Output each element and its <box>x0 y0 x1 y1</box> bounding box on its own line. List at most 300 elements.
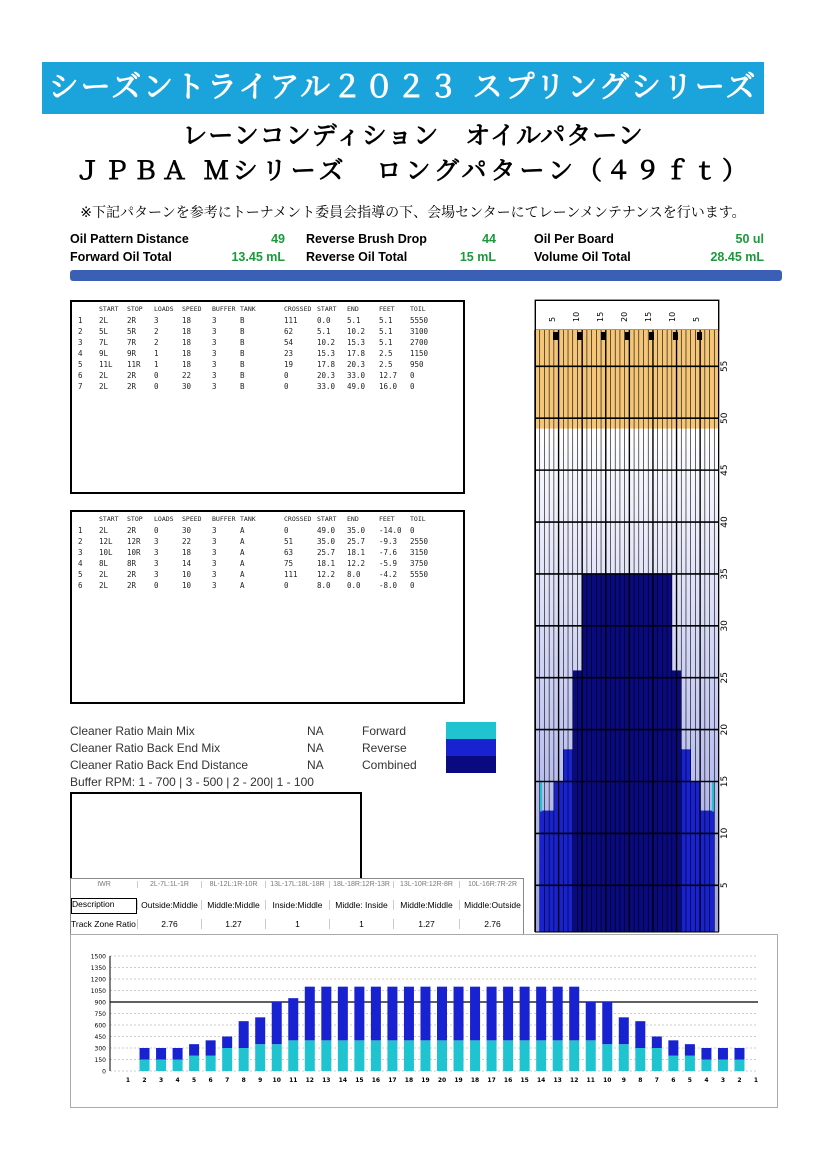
table-cell: 0 <box>284 581 289 590</box>
table-cell: 33.0 <box>317 382 336 391</box>
legend-forward-label: Forward <box>362 724 407 738</box>
table-cell: 0 <box>284 371 289 380</box>
table-cell: 0 <box>154 581 159 590</box>
legend-combined-label: Combined <box>362 758 417 772</box>
zone-cell: 1.27 <box>393 919 459 929</box>
zone-cell: 8L-12L:1R-10R <box>201 881 265 888</box>
chart-bar-forward <box>718 1060 728 1072</box>
chart-bar-forward <box>668 1056 678 1071</box>
table-cell: 30 <box>182 526 192 535</box>
table-row <box>72 337 463 348</box>
chart-xtick-label: 9 <box>621 1077 626 1084</box>
column-header: END <box>347 515 359 523</box>
table-cell: 17.8 <box>317 360 336 369</box>
chart-bar-reverse <box>288 998 298 1040</box>
column-header: START <box>99 305 119 313</box>
column-header: START <box>317 515 337 523</box>
lane-board-oil <box>653 574 658 932</box>
chart-xtick-label: 12 <box>305 1077 314 1084</box>
table-cell: 15.3 <box>317 349 336 358</box>
zone-cell: 10L-16R:7R-2R <box>459 881 525 888</box>
ratio-main-mix-label: Cleaner Ratio Main Mix <box>70 724 195 738</box>
chart-bar-forward <box>569 1040 579 1071</box>
table-cell: 18 <box>182 338 192 347</box>
table-cell: -8.0 <box>379 581 398 590</box>
table-cell: A <box>240 581 245 590</box>
chart-xtick-label: 18 <box>470 1077 480 1084</box>
table-cell: 9R <box>127 349 137 358</box>
chart-bar-reverse <box>536 987 546 1041</box>
table-cell: A <box>240 570 245 579</box>
table-cell: 3 <box>154 559 159 568</box>
table-row <box>72 580 463 591</box>
chart-xtick-label: 3 <box>720 1077 726 1084</box>
table-cell: 3 <box>212 548 217 557</box>
table-cell: B <box>240 338 245 347</box>
table-cell: B <box>240 382 245 391</box>
table-cell: A <box>240 526 245 535</box>
lane-board-label: 15 <box>644 311 653 322</box>
chart-bar-reverse <box>619 1017 629 1044</box>
lane-board-oil <box>549 811 554 932</box>
stat-value: 44 <box>482 232 496 246</box>
chart-bar-reverse <box>668 1040 678 1055</box>
zone-cell: 2.76 <box>459 919 525 929</box>
table-cell: 0 <box>410 526 415 535</box>
table-cell: 3100 <box>410 327 429 336</box>
zone-cell: 2L-7L:1L-1R <box>137 881 201 888</box>
table-cell: 2R <box>127 526 137 535</box>
chart-xtick-label: 15 <box>520 1077 529 1084</box>
table-cell: 5550 <box>410 570 429 579</box>
chart-xtick-label: 12 <box>570 1077 579 1084</box>
table-cell: 1 <box>78 526 83 535</box>
chart-xtick-label: 18 <box>404 1077 414 1084</box>
chart-bar-forward <box>288 1040 298 1071</box>
table-cell: 111 <box>284 316 298 325</box>
legend-forward-swatch <box>446 722 496 739</box>
table-cell: B <box>240 360 245 369</box>
lane-board-oil <box>634 574 639 932</box>
column-header: TOIL <box>410 305 426 313</box>
chart-xtick-label: 10 <box>272 1077 281 1084</box>
table-cell: A <box>240 548 245 557</box>
table-cell: 0 <box>154 382 159 391</box>
lane-board-oil <box>686 749 691 932</box>
chart-ytick-label: 0 <box>102 1068 106 1076</box>
table-cell: 3 <box>212 349 217 358</box>
chart-bar-reverse <box>470 987 480 1041</box>
table-cell: 1 <box>154 349 159 358</box>
table-cell: 10.2 <box>317 338 336 347</box>
table-cell: 0 <box>284 526 289 535</box>
chart-bar-reverse <box>520 987 530 1041</box>
table-cell: 9L <box>99 349 109 358</box>
zone-cell: Middle: Inside <box>329 900 393 910</box>
chart-xtick-label: 15 <box>355 1077 364 1084</box>
chart-bar-forward <box>553 1040 563 1071</box>
table-row <box>72 326 463 337</box>
column-header: TANK <box>240 305 256 313</box>
chart-bar-forward <box>536 1040 546 1071</box>
stat-reverse-oil-total <box>306 250 496 268</box>
lane-board-oil <box>582 574 587 932</box>
table-cell: A <box>240 537 245 546</box>
table-cell: 18 <box>182 327 192 336</box>
chart-bar-forward <box>487 1040 497 1071</box>
table-cell: 10.2 <box>347 327 366 336</box>
table-cell: 5.1 <box>379 327 393 336</box>
column-header: BUFFER <box>212 305 236 313</box>
table-cell: 5.1 <box>379 316 393 325</box>
table-row <box>72 359 463 370</box>
table-cell: 3 <box>212 360 217 369</box>
table-cell: 20.3 <box>317 371 336 380</box>
lane-board-label: 5 <box>548 316 557 322</box>
table-cell: 19 <box>284 360 294 369</box>
table-cell: 15.3 <box>347 338 366 347</box>
zone-cell: 1.27 <box>201 919 265 929</box>
lane-board-oil <box>544 811 549 932</box>
table-header <box>72 304 463 315</box>
table-cell: 3 <box>212 327 217 336</box>
chart-bar-forward <box>255 1044 265 1071</box>
chart-bar-reverse <box>272 1002 282 1044</box>
column-header: BUFFER <box>212 515 236 523</box>
table-cell: 10R <box>127 548 141 557</box>
chart-ytick-label: 450 <box>94 1034 106 1041</box>
table-cell: 2L <box>99 526 109 535</box>
chart-bar-forward <box>272 1044 282 1071</box>
chart-xtick-label: 8 <box>638 1077 643 1084</box>
table-cell: 2L <box>99 581 109 590</box>
chart-bar-forward <box>338 1040 348 1071</box>
column-header: CROSSED <box>284 305 312 313</box>
table-cell: 8R <box>127 559 137 568</box>
lane-board-oil <box>629 574 634 932</box>
table-row <box>72 547 463 558</box>
board-oil-bar-chart <box>80 948 770 1093</box>
table-cell: 12.2 <box>317 570 336 579</box>
chart-ytick-label: 1200 <box>90 976 106 984</box>
stat-value: 49 <box>271 232 285 246</box>
chart-xtick-label: 1 <box>753 1077 759 1084</box>
chart-bar-forward <box>206 1056 216 1071</box>
lane-board-label: 10 <box>668 311 677 322</box>
banner-title: シーズントライアル２０２３ スプリングシリーズ <box>42 62 764 114</box>
lane-board-oil <box>615 574 620 932</box>
chart-bar-forward <box>321 1040 331 1071</box>
chart-bar-forward <box>652 1048 662 1071</box>
chart-xtick-label: 16 <box>371 1077 381 1084</box>
table-cell: 17.8 <box>347 349 366 358</box>
table-cell: -14.0 <box>379 526 402 535</box>
chart-bar-reverse <box>734 1048 744 1060</box>
lane-oil-graph <box>535 300 730 934</box>
table-cell: 8.0 <box>347 570 361 579</box>
stat-oil-per-board <box>534 232 764 250</box>
zone-cell: Middle:Middle <box>393 900 459 910</box>
chart-bar-reverse <box>503 987 513 1041</box>
table-cell: 10 <box>182 581 192 590</box>
zone-cell: 2.76 <box>137 919 201 929</box>
chart-xtick-label: 13 <box>322 1077 331 1084</box>
column-header: FEET <box>379 305 395 313</box>
chart-bar-forward <box>503 1040 513 1071</box>
lane-board-oil <box>592 574 597 932</box>
table-cell: 2550 <box>410 537 429 546</box>
table-cell: 0 <box>284 382 289 391</box>
chart-bar-forward <box>173 1060 183 1072</box>
ratio-back-end-mix-label: Cleaner Ratio Back End Mix <box>70 741 221 755</box>
table-cell: 2R <box>127 382 137 391</box>
chart-ytick-label: 750 <box>94 1011 106 1018</box>
table-cell: 1150 <box>410 349 429 358</box>
table-cell: 10 <box>182 570 192 579</box>
track-zone-table <box>70 878 524 936</box>
cleaner-ratios <box>70 724 510 794</box>
zone-cell: Middle:Outside <box>459 900 525 910</box>
table-cell: 0 <box>154 526 159 535</box>
lane-board-oil <box>639 574 644 932</box>
lane-distance-label: 10 <box>720 827 730 840</box>
chart-bar-forward <box>586 1040 596 1071</box>
zone-cell: 13L-17L:18L-18R <box>265 881 329 888</box>
zone-cell: Track Zone Ratio <box>71 919 136 929</box>
subtitle-pattern-name: ＪＰＢＡ Ｍシリーズ ロングパターン（４９ｆｔ） <box>75 156 751 185</box>
table-cell: 33.0 <box>347 371 366 380</box>
table-cell: 2R <box>127 371 137 380</box>
lane-forward-mark <box>712 782 714 812</box>
table-cell: -9.3 <box>379 537 398 546</box>
column-header: STOP <box>127 305 143 313</box>
table-cell: 6 <box>78 581 83 590</box>
chart-bar-reverse <box>718 1048 728 1060</box>
lane-arrow-marker <box>601 332 606 340</box>
lane-arrow-marker <box>697 332 702 340</box>
lane-board-oil <box>540 811 545 932</box>
chart-ytick-label: 1350 <box>90 965 106 972</box>
reverse-pass-table <box>70 510 465 704</box>
lane-board-oil <box>710 811 715 932</box>
table-cell: 3 <box>212 559 217 568</box>
table-cell: 3 <box>212 526 217 535</box>
zone-cell: Description <box>71 898 137 914</box>
lane-board-oil <box>705 811 710 932</box>
table-cell: 7 <box>78 382 83 391</box>
lane-board-oil <box>563 749 568 932</box>
zone-cell: 13L-10R:12R-8R <box>393 881 459 888</box>
table-cell: 3 <box>212 537 217 546</box>
lane-distance-label: 55 <box>720 360 730 373</box>
chart-xtick-label: 9 <box>258 1077 263 1084</box>
table-cell: 75 <box>284 559 294 568</box>
chart-bar-reverse <box>222 1037 232 1049</box>
table-cell: B <box>240 349 245 358</box>
table-cell: 0 <box>410 581 415 590</box>
table-cell: 2R <box>127 570 137 579</box>
table-cell: 2 <box>154 338 159 347</box>
table-cell: 18 <box>182 360 192 369</box>
chart-xtick-label: 4 <box>704 1077 709 1084</box>
table-row <box>72 569 463 580</box>
lane-board-oil <box>568 749 573 932</box>
chart-bar-reverse <box>586 1002 596 1040</box>
lane-board-oil <box>677 670 682 932</box>
table-row <box>72 348 463 359</box>
chart-bar-reverse <box>404 987 414 1041</box>
table-cell: 3 <box>212 581 217 590</box>
notice-text: ※下記パターンを参考にトーナメント委員会指導の下、会場センターにてレーンメンテナンスを行います。 <box>80 205 746 221</box>
chart-bar-reverse <box>156 1048 166 1060</box>
table-cell: 3 <box>78 338 83 347</box>
ratio-back-end-distance-label: Cleaner Ratio Back End Distance <box>70 758 249 772</box>
table-cell: 3 <box>212 371 217 380</box>
table-cell: 2R <box>127 581 137 590</box>
table-cell: 25.7 <box>347 537 366 546</box>
table-cell: 10L <box>99 548 113 557</box>
chart-ytick-label: 1050 <box>90 988 106 995</box>
zone-cell: IWR <box>97 881 111 888</box>
chart-xtick-label: 6 <box>671 1077 676 1084</box>
lane-board-oil <box>587 574 592 932</box>
table-cell: 62 <box>284 327 294 336</box>
table-cell: 3150 <box>410 548 429 557</box>
chart-bar-forward <box>701 1060 711 1072</box>
table-cell: 16.0 <box>379 382 398 391</box>
zone-cell: 1 <box>265 919 329 929</box>
table-cell: B <box>240 371 245 380</box>
ratio-back-end-distance-value: NA <box>307 758 324 772</box>
chart-bar-forward <box>734 1060 744 1072</box>
table-cell: 3 <box>154 548 159 557</box>
table-cell: 12R <box>127 537 141 546</box>
stat-oil-pattern-distance <box>70 232 285 250</box>
chart-xtick-label: 11 <box>289 1077 298 1084</box>
table-cell: 49.0 <box>317 526 336 535</box>
chart-xtick-label: 19 <box>421 1077 430 1084</box>
chart-bar-forward <box>619 1044 629 1071</box>
chart-xtick-label: 19 <box>454 1077 463 1084</box>
table-cell: 23 <box>284 349 294 358</box>
chart-xtick-label: 3 <box>158 1077 164 1084</box>
stat-label: Oil Per Board <box>534 232 614 246</box>
table-cell: -4.2 <box>379 570 398 579</box>
buffer-rpm: Buffer RPM: 1 - 700 | 3 - 500 | 2 - 200| 1 - 100 <box>70 775 314 789</box>
table-cell: 20.3 <box>347 360 366 369</box>
chart-bar-reverse <box>569 987 579 1041</box>
table-row <box>72 370 463 381</box>
ratio-back-end-mix-value: NA <box>307 741 324 755</box>
table-cell: 5 <box>78 570 83 579</box>
chart-ytick-label: 1500 <box>90 953 106 961</box>
table-cell: B <box>240 327 245 336</box>
chart-bar-forward <box>454 1040 464 1071</box>
chart-bar-reverse <box>487 987 497 1041</box>
table-cell: 18 <box>182 316 192 325</box>
table-cell: 5.1 <box>317 327 331 336</box>
chart-bar-forward <box>239 1048 249 1071</box>
column-header: SPEED <box>182 515 202 523</box>
stat-label: Volume Oil Total <box>534 250 631 264</box>
table-cell: 18 <box>182 548 192 557</box>
legend-reverse-label: Reverse <box>362 741 407 755</box>
lane-board-label: 15 <box>596 311 605 322</box>
table-cell: 49.0 <box>347 382 366 391</box>
table-cell: 22 <box>182 537 192 546</box>
table-cell: 3 <box>154 537 159 546</box>
table-cell: 6 <box>78 371 83 380</box>
chart-bar-forward <box>156 1060 166 1072</box>
chart-bar-reverse <box>255 1017 265 1044</box>
chart-bar-reverse <box>338 987 348 1041</box>
lane-board-oil <box>559 782 564 933</box>
table-cell: 35.0 <box>317 537 336 546</box>
chart-bar-forward <box>140 1060 150 1072</box>
stat-volume-oil-total <box>534 250 764 268</box>
chart-bar-forward <box>420 1040 430 1071</box>
table-cell: 11R <box>127 360 141 369</box>
lane-board-oil <box>573 670 578 932</box>
table-cell: A <box>240 559 245 568</box>
stat-value: 13.45 mL <box>231 250 285 264</box>
table-cell: 3 <box>212 382 217 391</box>
column-header: TANK <box>240 515 256 523</box>
table-cell: 54 <box>284 338 294 347</box>
chart-xtick-label: 11 <box>586 1077 595 1084</box>
lane-forward-mark <box>540 782 542 812</box>
chart-bar-forward <box>222 1048 232 1071</box>
table-cell: 2L <box>99 382 109 391</box>
chart-xtick-label: 10 <box>603 1077 612 1084</box>
table-cell: 3 <box>78 548 83 557</box>
table-cell: 22 <box>182 371 192 380</box>
lane-distance-label: 35 <box>720 568 730 580</box>
chart-bar-forward <box>520 1040 530 1071</box>
chart-bar-forward <box>602 1044 612 1071</box>
chart-bar-forward <box>189 1056 199 1071</box>
table-cell: 5R <box>127 327 137 336</box>
chart-xtick-label: 20 <box>437 1077 447 1084</box>
column-header: STOP <box>127 515 143 523</box>
table-row <box>72 381 463 392</box>
table-cell: 18.1 <box>317 559 336 568</box>
stat-value: 50 ul <box>735 232 764 246</box>
lane-distance-label: 50 <box>720 412 730 424</box>
table-cell: 5550 <box>410 316 429 325</box>
table-cell: 2L <box>99 371 109 380</box>
table-cell: -5.9 <box>379 559 398 568</box>
zone-cell: 18L-18R:12R-13R <box>329 881 393 888</box>
chart-bar-reverse <box>420 987 430 1041</box>
column-header: START <box>317 305 337 313</box>
lane-distance-label: 40 <box>720 516 730 528</box>
table-cell: 111 <box>284 570 298 579</box>
table-cell: 2 <box>78 327 83 336</box>
stat-value: 15 mL <box>459 250 496 264</box>
stat-label: Reverse Brush Drop <box>306 232 427 246</box>
zone-cell: Outside:Middle <box>137 900 201 910</box>
table-cell: 3 <box>212 338 217 347</box>
table-row <box>72 558 463 569</box>
chart-xtick-label: 1 <box>125 1077 131 1084</box>
stat-reverse-brush-drop <box>306 232 496 250</box>
chart-bar-reverse <box>239 1021 249 1048</box>
table-cell: 18.1 <box>347 548 366 557</box>
column-header: START <box>99 515 119 523</box>
ratio-main-mix-value: NA <box>307 724 324 738</box>
table-cell: 2700 <box>410 338 429 347</box>
